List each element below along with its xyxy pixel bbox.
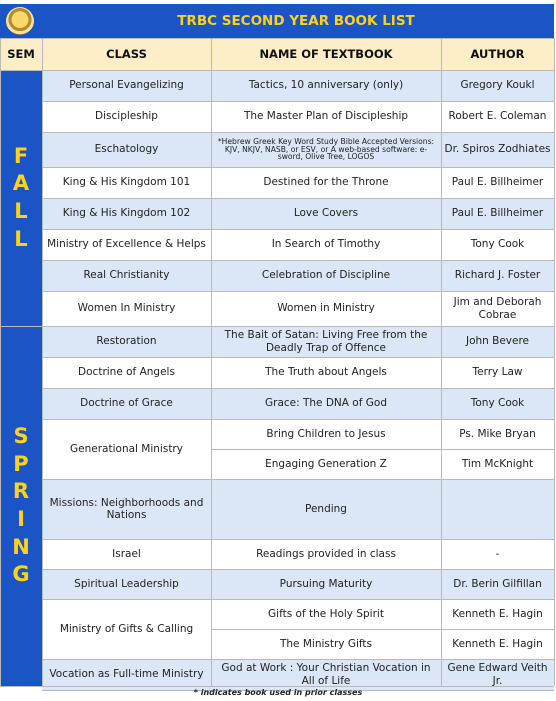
author-cell: Tony Cook xyxy=(441,229,554,260)
spring-letter: S xyxy=(13,423,29,448)
semester-fall-label xyxy=(0,70,42,326)
textbook-cell: Gifts of the Holy Spirit xyxy=(211,599,441,629)
author-cell: Paul E. Billheimer xyxy=(441,198,554,229)
class-cell: Personal Evangelizing xyxy=(42,70,211,101)
grid-line xyxy=(441,38,442,686)
textbook-cell: In Search of Timothy xyxy=(211,229,441,260)
fall-letter: L xyxy=(14,226,28,251)
spring-letter: I xyxy=(17,507,25,531)
grid-line xyxy=(42,659,554,660)
author-cell: Dr. Berin Gilfillan xyxy=(441,569,554,599)
textbook-cell: *Hebrew Greek Key Word Study Bible Accepted Versions: KJV, NKJV, NASB, or ESV, or A web-based software: e-sword, Olive Tree, LOGOS xyxy=(211,132,441,167)
header-author: AUTHOR xyxy=(441,38,554,70)
author-cell xyxy=(441,479,554,539)
grid-line xyxy=(42,569,554,570)
grid-line xyxy=(554,38,555,686)
footer-note: * indicates book used in prior classes xyxy=(193,688,363,697)
textbook-cell: Pursuing Maturity xyxy=(211,569,441,599)
class-cell: Ministry of Excellence & Helps xyxy=(42,229,211,260)
textbook-cell: Love Covers xyxy=(211,198,441,229)
textbook-cell: Engaging Generation Z xyxy=(211,449,441,479)
textbook-cell: The Truth about Angels xyxy=(211,357,441,388)
author-cell: John Bevere xyxy=(441,326,554,357)
author-cell: Richard J. Foster xyxy=(441,260,554,291)
grid-line xyxy=(42,539,554,540)
grid-line xyxy=(42,357,554,358)
grid-line xyxy=(42,599,554,600)
fall-letter: L xyxy=(14,199,28,223)
grid-line xyxy=(42,229,554,230)
author-cell: Jim and Deborah Cobrae xyxy=(441,291,554,326)
author-cell: Tim McKnight xyxy=(441,449,554,479)
textbook-cell: Celebration of Discipline xyxy=(211,260,441,291)
author-cell: Kenneth E. Hagin xyxy=(441,599,554,629)
textbook-cell: The Bait of Satan: Living Free from the Deadly Trap of Offence xyxy=(211,326,441,357)
author-cell: - xyxy=(441,539,554,569)
grid-line xyxy=(211,629,554,630)
class-cell: Ministry of Gifts & Calling xyxy=(42,599,211,659)
textbook-cell: God at Work : Your Christian Vocation in All of Life xyxy=(211,659,441,690)
grid-line xyxy=(42,479,554,480)
class-cell: Discipleship xyxy=(42,101,211,132)
textbook-cell: Women in Ministry xyxy=(211,291,441,326)
class-cell: Eschatology xyxy=(42,132,211,167)
grid-line xyxy=(211,449,554,450)
grid-line xyxy=(0,38,1,686)
author-cell: Dr. Spiros Zodhiates xyxy=(441,132,554,167)
grid-line xyxy=(0,326,554,327)
author-cell: Robert E. Coleman xyxy=(441,101,554,132)
class-cell: Restoration xyxy=(42,326,211,357)
grid-line xyxy=(42,38,43,686)
semester-spring-label xyxy=(0,326,42,686)
grid-line xyxy=(0,70,554,71)
grid-line xyxy=(0,38,554,39)
grid-line xyxy=(42,419,554,420)
class-cell: Israel xyxy=(42,539,211,569)
header-sem: SEM xyxy=(0,38,42,70)
grid-line xyxy=(42,260,554,261)
class-cell: Real Christianity xyxy=(42,260,211,291)
class-cell: Women In Ministry xyxy=(42,291,211,326)
page-title: TRBC SECOND YEAR BOOK LIST xyxy=(177,13,415,29)
textbook-cell: Pending xyxy=(211,479,441,539)
textbook-cell: Grace: The DNA of God xyxy=(211,388,441,419)
grid-line xyxy=(42,388,554,389)
spring-letter: N xyxy=(12,534,30,559)
header-textbook: NAME OF TEXTBOOK xyxy=(211,38,441,70)
class-cell: Missions: Neighborhoods and Nations xyxy=(42,479,211,539)
church-seal-logo xyxy=(6,7,34,35)
class-cell: Generational Ministry xyxy=(42,419,211,479)
spring-letter: P xyxy=(13,451,29,476)
textbook-cell: Destined for the Throne xyxy=(211,167,441,198)
author-cell: Gene Edward Veith Jr. xyxy=(441,659,554,690)
class-cell: Spiritual Leadership xyxy=(42,569,211,599)
fall-letter: A xyxy=(12,171,30,196)
grid-line xyxy=(211,38,212,686)
author-cell: Kenneth E. Hagin xyxy=(441,629,554,659)
spring-letter: R xyxy=(12,479,30,504)
grid-line xyxy=(42,291,554,292)
textbook-cell: Readings provided in class xyxy=(211,539,441,569)
textbook-cell: Bring Children to Jesus xyxy=(211,419,441,449)
grid-line xyxy=(0,686,554,687)
grid-line xyxy=(42,198,554,199)
header-class: CLASS xyxy=(42,38,211,70)
fall-letter: F xyxy=(13,143,29,168)
grid-line xyxy=(42,167,554,168)
grid-line xyxy=(42,132,554,133)
textbook-cell: The Ministry Gifts xyxy=(211,629,441,659)
spring-letter: G xyxy=(12,562,30,587)
author-cell: Paul E. Billheimer xyxy=(441,167,554,198)
class-cell: Doctrine of Angels xyxy=(42,357,211,388)
author-cell: Terry Law xyxy=(441,357,554,388)
author-cell: Tony Cook xyxy=(441,388,554,419)
class-cell: King & His Kingdom 102 xyxy=(42,198,211,229)
class-cell: Vocation as Full-time Ministry xyxy=(42,659,211,690)
textbook-cell: The Master Plan of Discipleship xyxy=(211,101,441,132)
class-cell: Doctrine of Grace xyxy=(42,388,211,419)
class-cell: King & His Kingdom 101 xyxy=(42,167,211,198)
author-cell: Gregory Koukl xyxy=(441,70,554,101)
grid-line xyxy=(42,101,554,102)
author-cell: Ps. Mike Bryan xyxy=(441,419,554,449)
textbook-cell: Tactics, 10 anniversary (only) xyxy=(211,70,441,101)
